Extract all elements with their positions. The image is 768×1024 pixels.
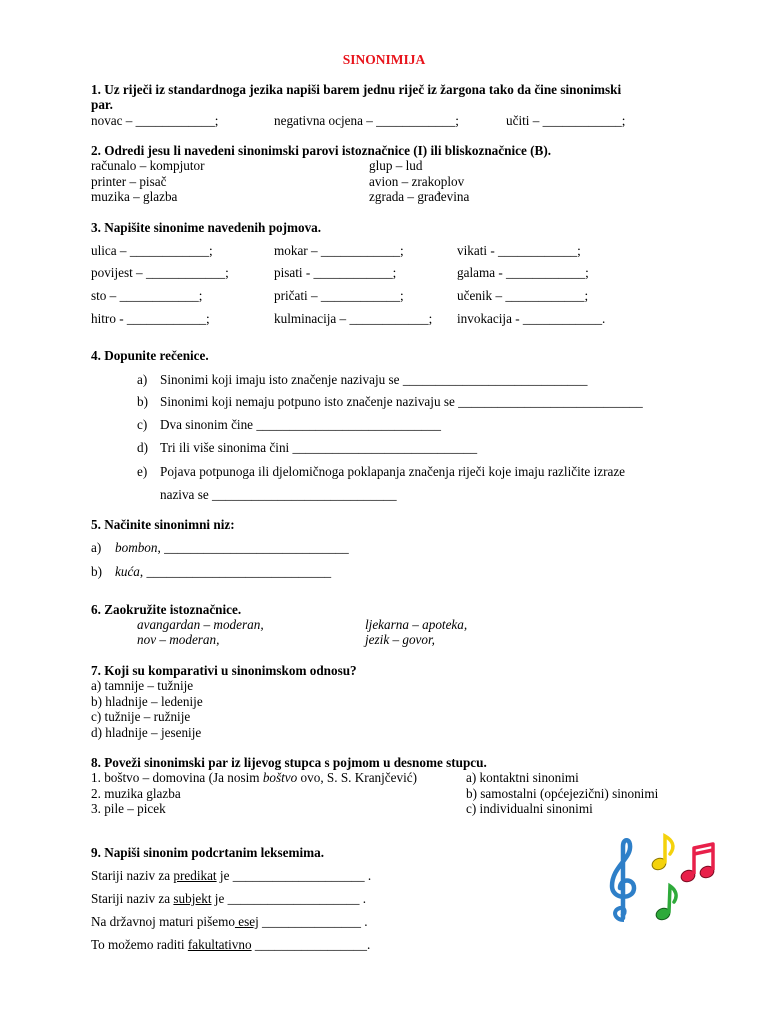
q4-item-text: Sinonimi koji nemaju potpuno isto značenje nazivaju se ____________________________ [160, 394, 643, 409]
q9-text: Na državnoj maturi pišemo [91, 914, 235, 929]
q2-left-item: računalo – kompjutor [91, 158, 205, 173]
q2-heading: 2. Odredi jesu li navedeni sinonimski parovi istoznačnice (I) ili bliskoznačnice (B). [91, 143, 552, 158]
q3-item: pisati - ____________; [274, 265, 397, 280]
q9-underlined-word: esej [234, 914, 259, 929]
q8-text: ovo, S. S. Kranjčević) [297, 770, 418, 785]
q4-item-text: Dva sinonim čine ____________________________ [160, 417, 441, 432]
q2-left-item: printer – pisač [91, 174, 167, 189]
q4-item-text-cont: naziva se ____________________________ [160, 487, 397, 502]
q5-word: kuća [115, 564, 140, 579]
q5-item-letter: b) [91, 564, 102, 579]
q3-item: učenik – ____________; [457, 288, 589, 303]
q9-text: _________________. [251, 937, 371, 952]
q2-left-item: muzika – glazba [91, 189, 178, 204]
q4-item-letter: c) [137, 417, 148, 432]
q4-item-letter: d) [137, 440, 148, 455]
treble-clef-icon [612, 840, 634, 920]
yellow-note-icon [651, 836, 673, 872]
q8-left-item: 2. muzika glazba [91, 786, 181, 801]
q5-item-letter: a) [91, 540, 102, 555]
q3-item: kulminacija – ____________; [274, 311, 433, 326]
q4-item-letter: e) [137, 464, 148, 479]
q9-line [91, 937, 370, 953]
q3-item: vikati - ____________; [457, 243, 581, 258]
q8-right-item: a) kontaktni sinonimi [466, 770, 579, 785]
q4-item-text: Sinonimi koji imaju isto značenje nazivaju se ____________________________ [160, 372, 588, 387]
q8-heading: 8. Poveži sinonimski par iz lijevog stupca s pojmom u desnome stupcu. [91, 755, 487, 770]
q1-heading-cont: par. [91, 97, 113, 112]
q9-line [91, 891, 366, 907]
music-notes-icon [604, 832, 716, 924]
q7-item: a) tamnije – tužnije [91, 678, 194, 693]
q2-right-item: glup – lud [369, 158, 423, 173]
red-note-icon [680, 844, 716, 884]
q3-item: pričati – ____________; [274, 288, 404, 303]
page-title: SINONIMIJA [342, 52, 426, 67]
q3-item: ulica – ____________; [91, 243, 213, 258]
q8-left-item [91, 770, 417, 786]
green-note-icon [655, 886, 677, 922]
q7-item: d) hladnije – jesenije [91, 725, 202, 740]
q5-blank: , ____________________________ [139, 564, 332, 579]
q5-heading: 5. Načinite sinonimni niz: [91, 517, 235, 532]
q9-heading: 9. Napiši sinonim podcrtanim leksemima. [91, 845, 324, 860]
q1-item: učiti – ____________; [506, 113, 626, 128]
q7-item: b) hladnije – ledenije [91, 694, 203, 709]
q8-right-item: c) individualni sinonimi [466, 801, 593, 816]
q3-item: povijest – ____________; [91, 265, 229, 280]
q9-underlined-word: fakultativno [187, 937, 252, 952]
q4-item-text: Pojava potpunoga ili djelomičnoga poklapanja značenja riječi koje imaju različite izraze [160, 464, 626, 479]
q6-left-item: avangardan – moderan, [137, 617, 264, 632]
q3-item: hitro - ____________; [91, 311, 210, 326]
q2-right-item: avion – zrakoplov [369, 174, 465, 189]
q9-text: Stariji naziv za [91, 891, 174, 906]
q1-item: negativna ocjena – ____________; [274, 113, 459, 128]
q7-heading: 7. Koji su komparativi u sinonimskom odnosu? [91, 663, 357, 678]
q1-heading: 1. Uz riječi iz standardnoga jezika napiši barem jednu riječ iz žargona tako da čine sinonimski [91, 82, 622, 97]
q9-line [91, 868, 371, 884]
q3-heading: 3. Napišite sinonime navedenih pojmova. [91, 220, 322, 235]
q4-item-letter: b) [137, 394, 148, 409]
q6-heading: 6. Zaokružite istoznačnice. [91, 602, 242, 617]
q4-heading: 4. Dopunite rečenice. [91, 348, 209, 363]
q9-underlined-word: predikat [173, 868, 217, 883]
q3-item: invokacija - ____________. [457, 311, 606, 326]
q8-text: 1. boštvo – domovina (Ja nosim [91, 770, 263, 785]
q7-item: c) tužnije – ružnije [91, 709, 191, 724]
q9-text: To možemo raditi [91, 937, 188, 952]
q3-item: mokar – ____________; [274, 243, 404, 258]
q5-word: bombon [115, 540, 158, 555]
q5-blank: , ____________________________ [157, 540, 349, 555]
q3-item: sto – ____________; [91, 288, 203, 303]
q6-right-item: ljekarna – apoteka, [365, 617, 468, 632]
q8-right-item: b) samostalni (općejezični) sinonimi [466, 786, 659, 801]
q3-item: galama - ____________; [457, 265, 589, 280]
q6-right-item: jezik – govor, [365, 632, 435, 647]
q9-text: _______________ . [258, 914, 368, 929]
q9-line [91, 914, 368, 930]
q9-text: je ____________________ . [216, 868, 372, 883]
q8-italic-word: boštvo [262, 770, 298, 785]
q6-left-item: nov – moderan, [137, 632, 220, 647]
q9-text: Stariji naziv za [91, 868, 174, 883]
q4-item-letter: a) [137, 372, 148, 387]
q9-underlined-word: subjekt [173, 891, 212, 906]
q8-left-item: 3. pile – picek [91, 801, 166, 816]
q9-text: je ____________________ . [211, 891, 367, 906]
q5-item [115, 564, 331, 580]
q5-item [115, 540, 349, 556]
q2-right-item: zgrada – građevina [369, 189, 470, 204]
q4-item-text: Tri ili više sinonima čini ____________________________ [160, 440, 478, 455]
q1-item: novac – ____________; [91, 113, 219, 128]
